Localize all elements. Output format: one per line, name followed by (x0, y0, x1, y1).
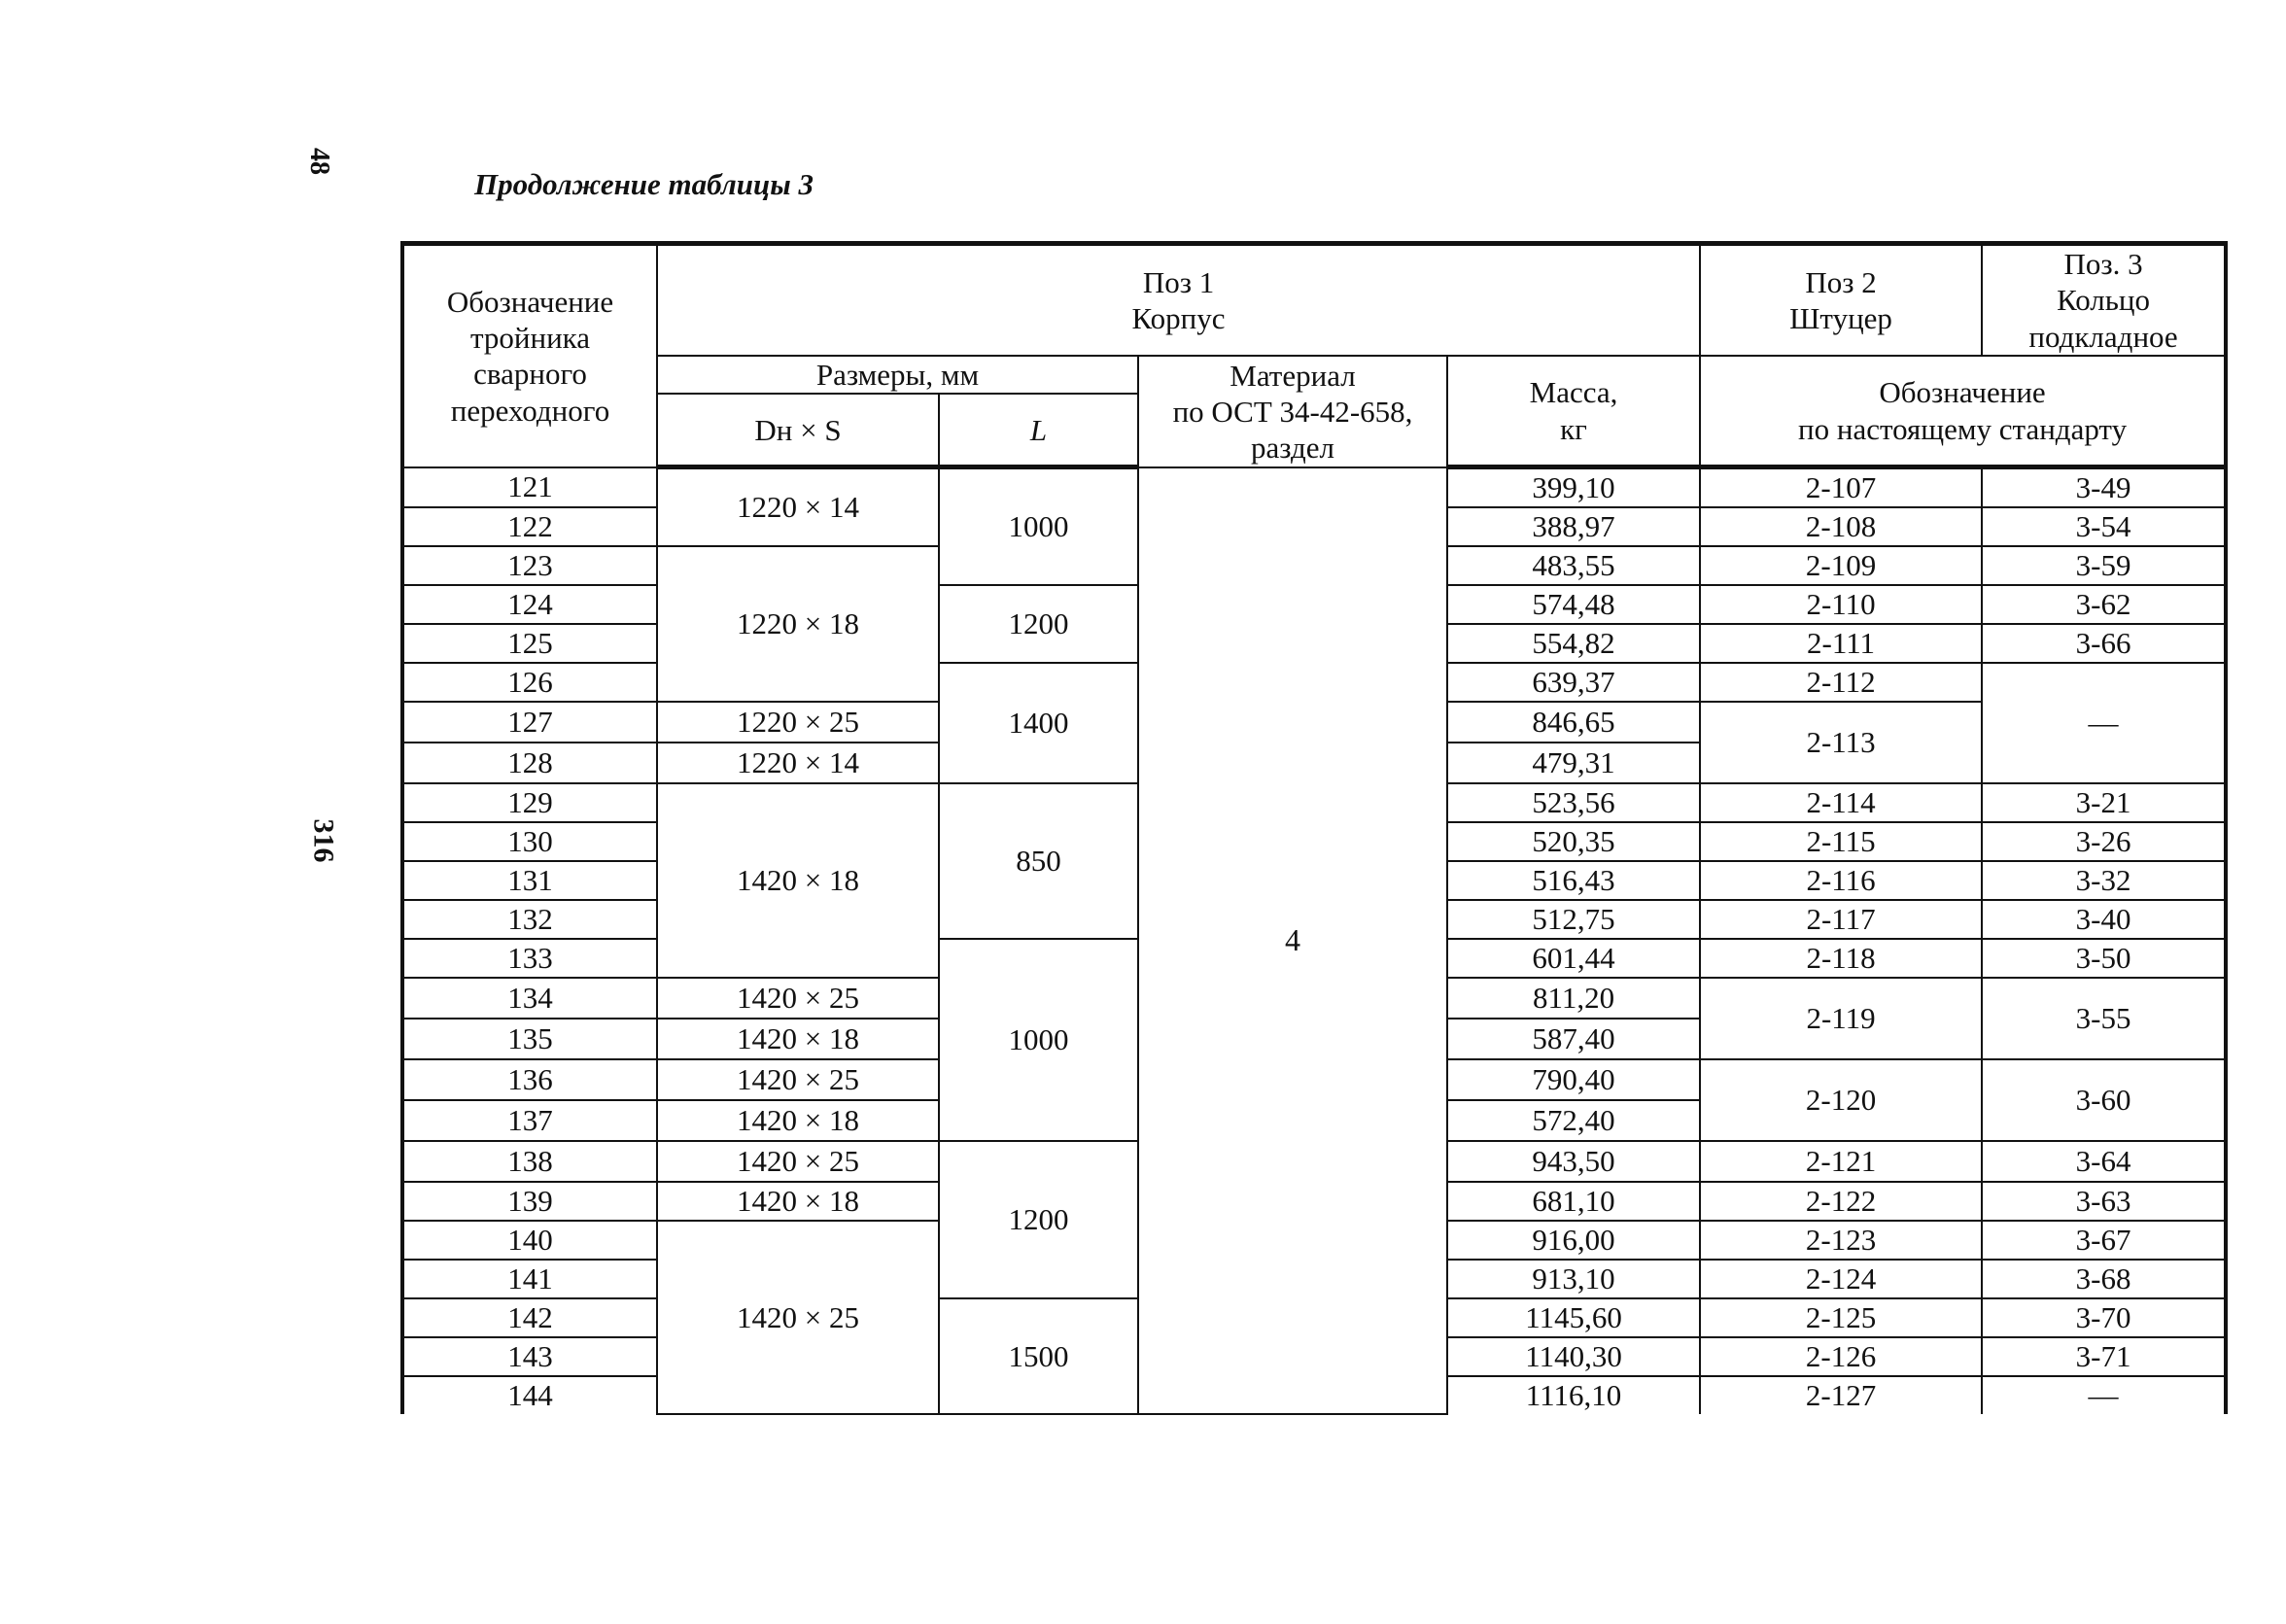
cell-mass: 601,44 (1447, 939, 1700, 978)
header-dn-s: Dн × S (657, 394, 939, 467)
cell-id: 128 (402, 743, 657, 783)
cell-pos2: 2-121 (1700, 1141, 1982, 1182)
cell-dn-s: 1420 × 25 (657, 1141, 939, 1182)
cell-pos2: 2-112 (1700, 663, 1982, 702)
cell-dn-s: 1420 × 18 (657, 1019, 939, 1059)
cell-l: 1500 (939, 1298, 1138, 1414)
cell-mass: 483,55 (1447, 546, 1700, 585)
header-pos2: Поз 2 Штуцер (1700, 244, 1982, 357)
cell-pos3: 3-60 (1982, 1059, 2226, 1141)
cell-l: 1200 (939, 585, 1138, 663)
header-material: Материал по ОСТ 34-42-658, раздел (1138, 356, 1447, 467)
cell-mass: 388,97 (1447, 507, 1700, 546)
cell-mass: 572,40 (1447, 1100, 1700, 1141)
cell-pos2: 2-107 (1700, 467, 1982, 508)
cell-pos2: 2-115 (1700, 822, 1982, 861)
page-number-top: 48 (304, 148, 334, 175)
header-designation: Обозначение тройника сварного переходного (402, 244, 657, 467)
header-mass: Масса, кг (1447, 356, 1700, 467)
cell-pos2: 2-119 (1700, 978, 1982, 1059)
cell-mass: 790,40 (1447, 1059, 1700, 1100)
cell-mass: 512,75 (1447, 900, 1700, 939)
cell-pos3: 3-54 (1982, 507, 2226, 546)
cell-pos2: 2-118 (1700, 939, 1982, 978)
cell-pos2: 2-116 (1700, 861, 1982, 900)
cell-id: 122 (402, 507, 657, 546)
cell-pos2: 2-113 (1700, 702, 1982, 783)
cell-l: 1000 (939, 939, 1138, 1141)
cell-mass: 639,37 (1447, 663, 1700, 702)
header-std-designation: Обозначение по настоящему стандарту (1700, 356, 2226, 467)
cell-mass: 1140,30 (1447, 1337, 1700, 1376)
cell-dn-s: 1420 × 25 (657, 1059, 939, 1100)
cell-pos2: 2-117 (1700, 900, 1982, 939)
header-l: L (939, 394, 1138, 467)
cell-mass: 399,10 (1447, 467, 1700, 508)
cell-pos2: 2-124 (1700, 1260, 1982, 1298)
cell-mass: 913,10 (1447, 1260, 1700, 1298)
cell-id: 134 (402, 978, 657, 1019)
cell-pos2: 2-114 (1700, 783, 1982, 822)
cell-id: 129 (402, 783, 657, 822)
cell-material: 4 (1138, 467, 1447, 1415)
cell-dn-s: 1220 × 25 (657, 702, 939, 743)
cell-pos3: 3-50 (1982, 939, 2226, 978)
cell-pos2: 2-125 (1700, 1298, 1982, 1337)
cell-dn-s: 1420 × 18 (657, 1182, 939, 1221)
cell-id: 139 (402, 1182, 657, 1221)
cell-pos3: — (1982, 663, 2226, 783)
cell-pos2: 2-122 (1700, 1182, 1982, 1221)
cell-pos3: 3-66 (1982, 624, 2226, 663)
cell-l: 850 (939, 783, 1138, 939)
cell-dn-s: 1420 × 18 (657, 783, 939, 978)
cell-pos3: 3-64 (1982, 1141, 2226, 1182)
cell-id: 131 (402, 861, 657, 900)
header-sizes: Размеры, мм (657, 356, 1138, 394)
cell-id: 136 (402, 1059, 657, 1100)
cell-pos3: 3-63 (1982, 1182, 2226, 1221)
cell-id: 126 (402, 663, 657, 702)
cell-pos3: 3-70 (1982, 1298, 2226, 1337)
cell-mass: 554,82 (1447, 624, 1700, 663)
spec-table (400, 241, 2228, 1415)
cell-id: 140 (402, 1221, 657, 1260)
cell-mass: 479,31 (1447, 743, 1700, 783)
cell-pos3: 3-55 (1982, 978, 2226, 1059)
table-row (402, 467, 2226, 508)
cell-mass: 1145,60 (1447, 1298, 1700, 1337)
cell-id: 124 (402, 585, 657, 624)
cell-pos3: 3-40 (1982, 900, 2226, 939)
cell-pos3: — (1982, 1376, 2226, 1414)
cell-id: 123 (402, 546, 657, 585)
cell-mass: 574,48 (1447, 585, 1700, 624)
cell-id: 138 (402, 1141, 657, 1182)
cell-mass: 520,35 (1447, 822, 1700, 861)
header-pos1: Поз 1 Корпус (657, 244, 1700, 357)
cell-pos2: 2-109 (1700, 546, 1982, 585)
cell-id: 130 (402, 822, 657, 861)
cell-pos3: 3-62 (1982, 585, 2226, 624)
cell-l: 1400 (939, 663, 1138, 783)
cell-id: 144 (402, 1376, 657, 1414)
cell-id: 121 (402, 467, 657, 508)
cell-dn-s: 1420 × 18 (657, 1100, 939, 1141)
cell-id: 127 (402, 702, 657, 743)
cell-id: 143 (402, 1337, 657, 1376)
header-pos3: Поз. 3 Кольцо подкладное (1982, 244, 2226, 357)
cell-dn-s: 1220 × 18 (657, 546, 939, 702)
cell-l: 1000 (939, 467, 1138, 586)
cell-pos2: 2-127 (1700, 1376, 1982, 1414)
cell-pos2: 2-110 (1700, 585, 1982, 624)
page-number-side: 316 (307, 818, 340, 863)
cell-pos3: 3-32 (1982, 861, 2226, 900)
cell-pos3: 3-21 (1982, 783, 2226, 822)
cell-mass: 516,43 (1447, 861, 1700, 900)
cell-mass: 916,00 (1447, 1221, 1700, 1260)
cell-id: 141 (402, 1260, 657, 1298)
table-caption: Продолжение таблицы 3 (474, 167, 814, 201)
cell-mass: 523,56 (1447, 783, 1700, 822)
cell-pos3: 3-26 (1982, 822, 2226, 861)
cell-pos3: 3-71 (1982, 1337, 2226, 1376)
cell-dn-s: 1220 × 14 (657, 467, 939, 547)
cell-id: 142 (402, 1298, 657, 1337)
cell-dn-s: 1420 × 25 (657, 978, 939, 1019)
cell-id: 133 (402, 939, 657, 978)
cell-dn-s: 1220 × 14 (657, 743, 939, 783)
cell-pos3: 3-67 (1982, 1221, 2226, 1260)
cell-mass: 681,10 (1447, 1182, 1700, 1221)
cell-pos2: 2-120 (1700, 1059, 1982, 1141)
cell-pos2: 2-111 (1700, 624, 1982, 663)
cell-mass: 1116,10 (1447, 1376, 1700, 1414)
cell-pos3: 3-49 (1982, 467, 2226, 508)
cell-dn-s: 1420 × 25 (657, 1221, 939, 1414)
cell-l: 1200 (939, 1141, 1138, 1298)
cell-mass: 846,65 (1447, 702, 1700, 743)
cell-pos2: 2-126 (1700, 1337, 1982, 1376)
cell-pos3: 3-59 (1982, 546, 2226, 585)
cell-id: 132 (402, 900, 657, 939)
cell-mass: 587,40 (1447, 1019, 1700, 1059)
cell-id: 135 (402, 1019, 657, 1059)
cell-pos2: 2-123 (1700, 1221, 1982, 1260)
cell-mass: 811,20 (1447, 978, 1700, 1019)
cell-id: 125 (402, 624, 657, 663)
cell-pos2: 2-108 (1700, 507, 1982, 546)
cell-pos3: 3-68 (1982, 1260, 2226, 1298)
cell-mass: 943,50 (1447, 1141, 1700, 1182)
cell-id: 137 (402, 1100, 657, 1141)
